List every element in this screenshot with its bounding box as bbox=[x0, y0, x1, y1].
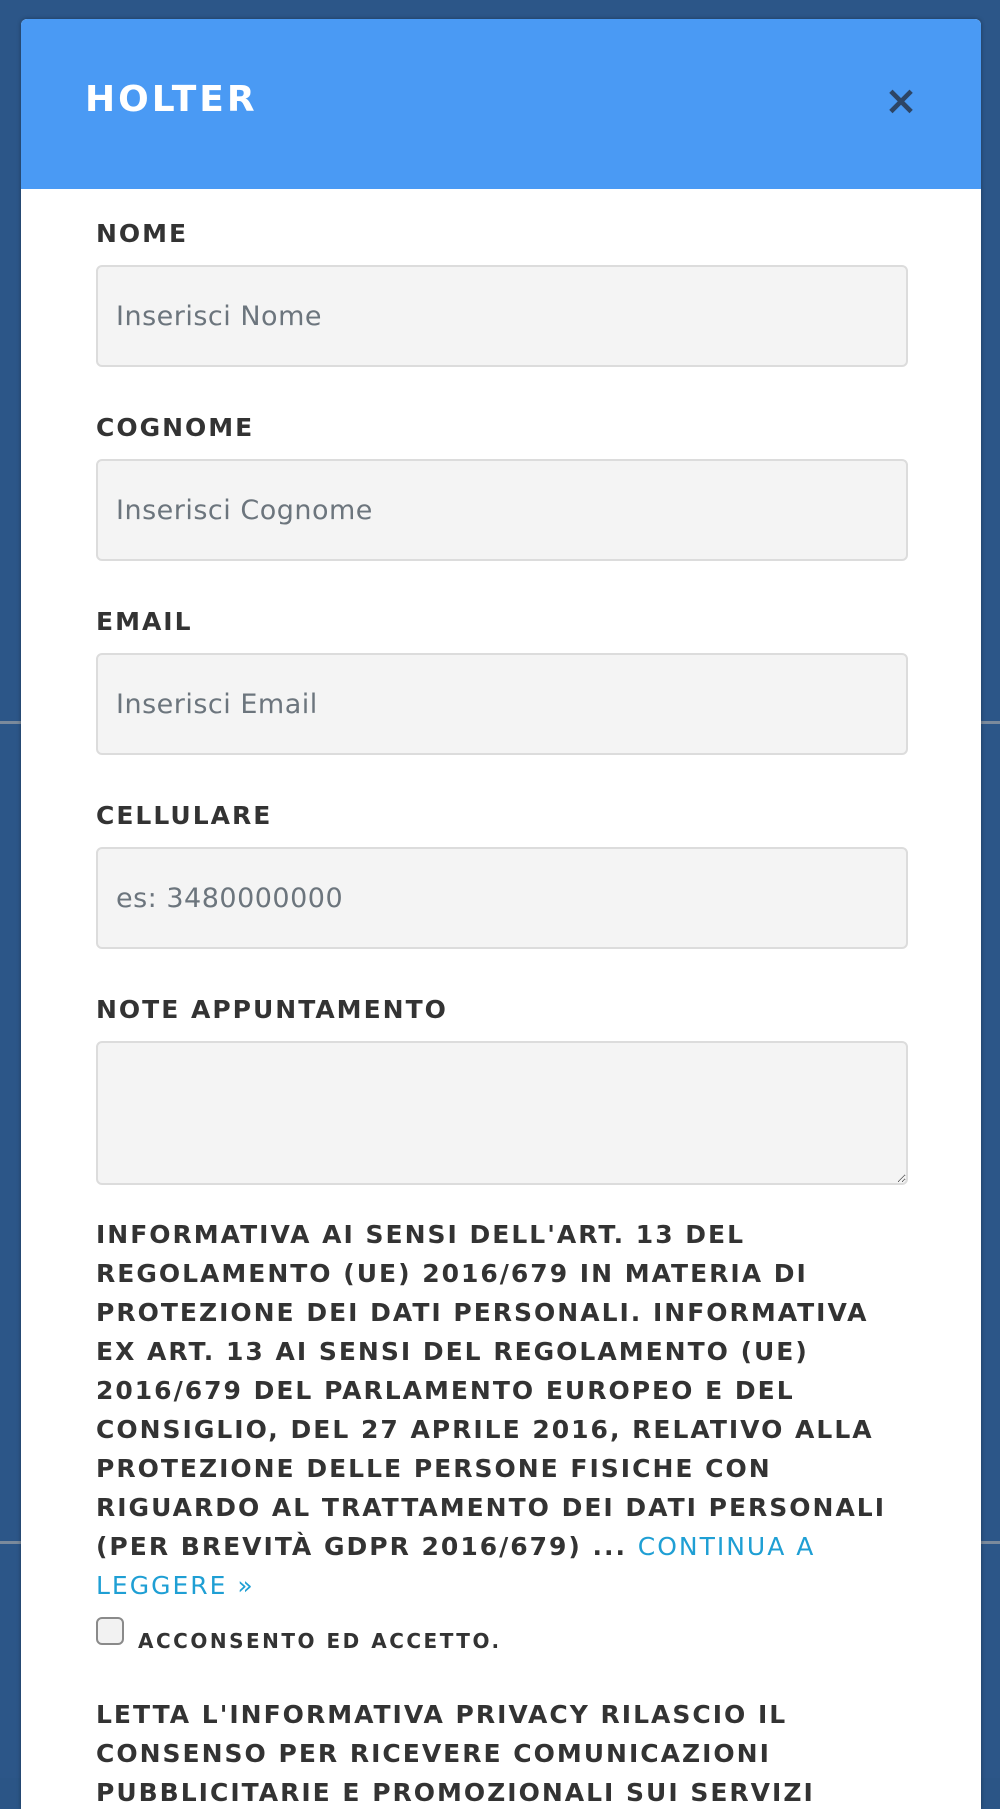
cognome-label: COGNOME bbox=[96, 413, 255, 442]
close-icon: × bbox=[884, 78, 918, 124]
cognome-input[interactable] bbox=[96, 459, 908, 561]
cellulare-label: CELLULARE bbox=[96, 801, 273, 830]
cellulare-input[interactable] bbox=[96, 847, 908, 949]
backdrop-divider bbox=[0, 721, 21, 724]
note-label: NOTE APPUNTAMENTO bbox=[96, 995, 448, 1024]
close-button[interactable] bbox=[881, 78, 921, 124]
modal-body bbox=[96, 219, 908, 1809]
marketing-consent-text: LETTA L'INFORMATIVA PRIVACY RILASCIO IL CONSENSO PER RICEVERE COMUNICAZIONI PUBBLICITARIE E PROMOZIONALI SUI SERVIZI bbox=[96, 1700, 815, 1807]
continue-reading-link[interactable]: CONTINUA A LEGGERE » bbox=[96, 1532, 816, 1600]
email-input[interactable] bbox=[96, 653, 908, 755]
backdrop-divider bbox=[981, 721, 1000, 724]
email-label: EMAIL bbox=[96, 607, 193, 636]
consent-row bbox=[96, 1617, 908, 1657]
nome-input[interactable] bbox=[96, 265, 908, 367]
backdrop-divider bbox=[0, 1541, 21, 1544]
booking-modal bbox=[21, 19, 981, 1809]
consent-checkbox[interactable] bbox=[96, 1617, 124, 1645]
modal-title: HOLTER bbox=[85, 79, 258, 120]
nome-label: NOME bbox=[96, 219, 189, 248]
modal-header bbox=[21, 19, 981, 189]
privacy-notice-text: INFORMATIVA AI SENSI DELL'ART. 13 DEL REGOLAMENTO (UE) 2016/679 IN MATERIA DI PROTEZIONE DEI DATI PERSONALI. INFORMATIVA EX ART. 13 AI SENSI DEL REGOLAMENTO (UE) 2016/679 DEL PARLAMENTO EUROPEO E DEL CONSIGLIO, DEL 27 APRILE 2016, RELATIVO ALLA PROTEZIONE DELLE PERSONE FISICHE CON RIGUARDO AL TRATTAMENTO DEI DATI PERSONALI (PER BREVITÀ GDPR 2016/679) ... bbox=[96, 1220, 887, 1561]
privacy-notice bbox=[96, 1215, 908, 1605]
backdrop-divider bbox=[981, 1541, 1000, 1544]
note-textarea[interactable] bbox=[96, 1041, 908, 1185]
consent-label[interactable]: ACCONSENTO ED ACCETTO. bbox=[138, 1629, 502, 1653]
